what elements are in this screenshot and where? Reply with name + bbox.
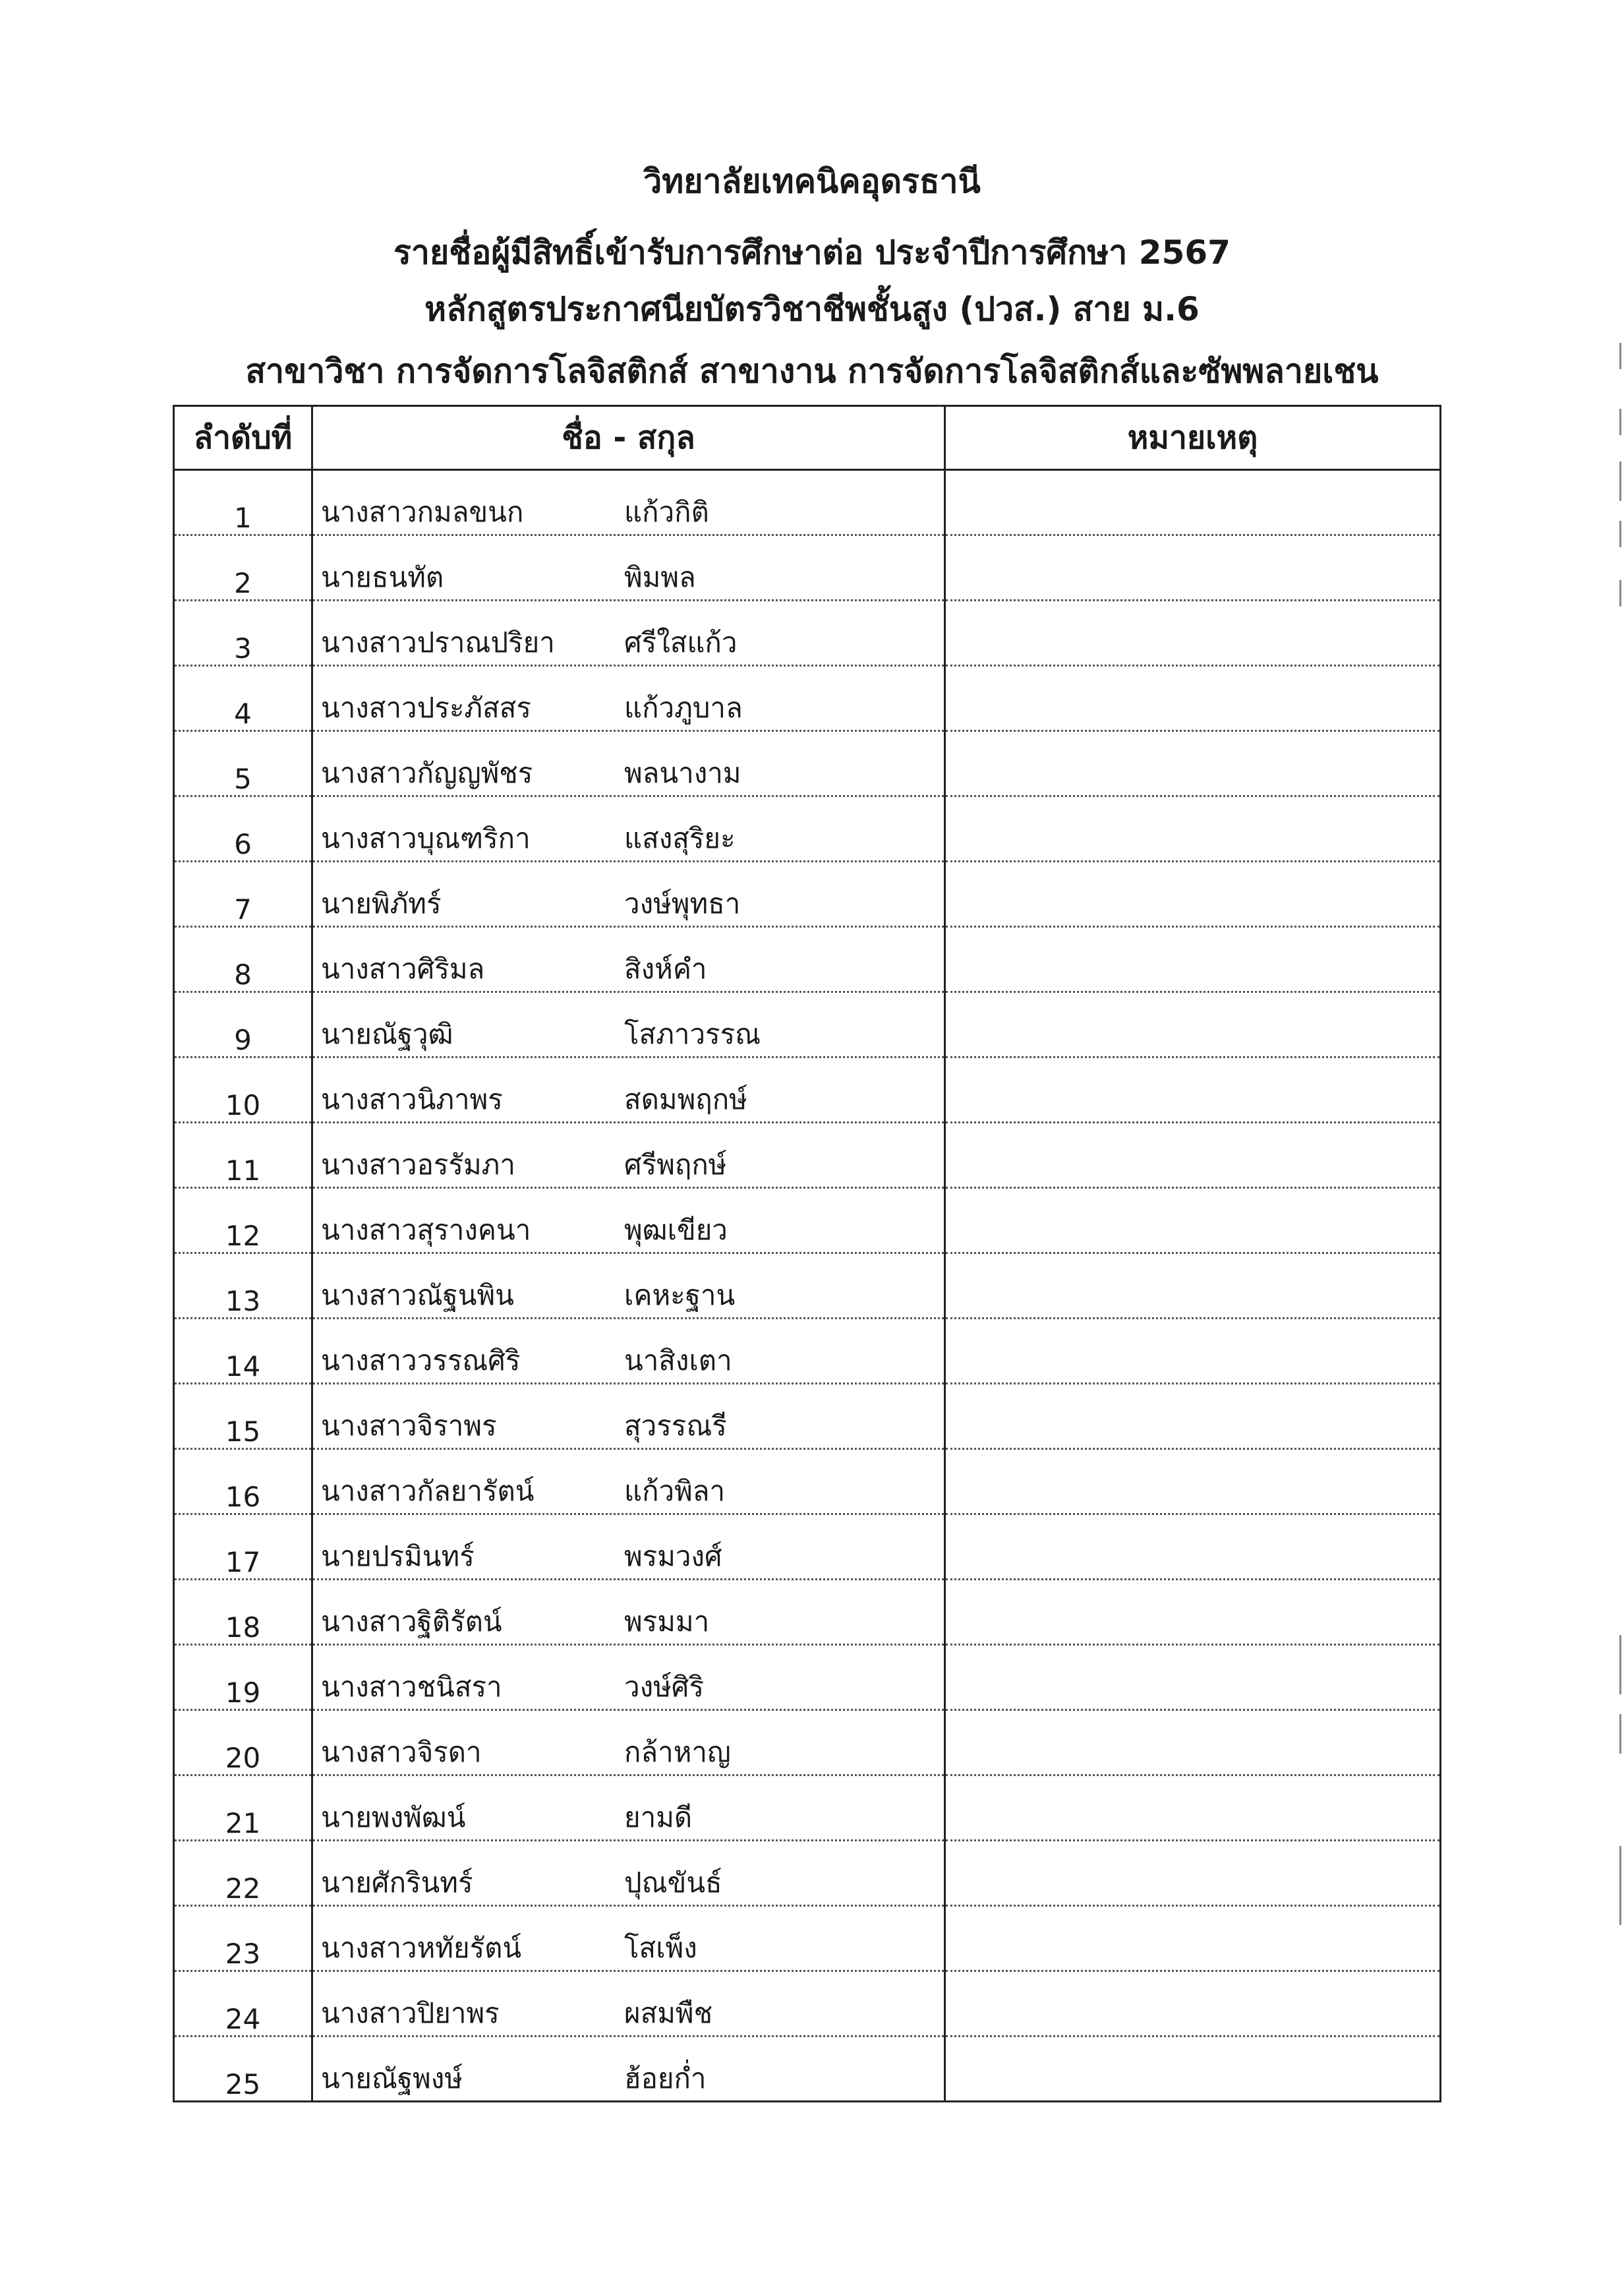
table-row xyxy=(174,535,1441,601)
student-first-name: นายปรมินทร์ xyxy=(321,1540,475,1572)
table-row xyxy=(174,2036,1441,2102)
table-row xyxy=(174,1514,1441,1580)
row-number: 24 xyxy=(174,1971,312,2036)
row-number: 11 xyxy=(174,1123,312,1188)
table-row xyxy=(174,1253,1441,1319)
student-name-cell xyxy=(312,731,945,796)
student-last-name: เคหะฐาน xyxy=(624,1279,736,1311)
student-name-cell xyxy=(312,992,945,1057)
table-row xyxy=(174,1645,1441,1710)
student-roster-table xyxy=(173,405,1441,2102)
scan-edge-mark xyxy=(1619,1635,1621,1694)
row-number: 22 xyxy=(174,1841,312,1906)
student-name-cell xyxy=(312,1971,945,2036)
student-name-cell xyxy=(312,2036,945,2102)
table-row xyxy=(174,601,1441,666)
table-row xyxy=(174,666,1441,731)
remark-cell xyxy=(945,1841,1441,1906)
scan-edge-mark xyxy=(1619,580,1621,607)
remark-cell xyxy=(945,601,1441,666)
student-first-name: นางสาวชนิสรา xyxy=(321,1671,502,1703)
student-first-name: นางสาวอรรัมภา xyxy=(321,1148,515,1181)
remark-cell xyxy=(945,1514,1441,1580)
scan-edge-mark xyxy=(1619,1714,1621,1754)
student-first-name: นางสาวกัญญพัชร xyxy=(321,757,533,789)
table-row xyxy=(174,1384,1441,1449)
remark-cell xyxy=(945,1906,1441,1971)
student-first-name: นายพิภัทร์ xyxy=(321,887,442,920)
row-number: 23 xyxy=(174,1906,312,1971)
row-number: 16 xyxy=(174,1449,312,1514)
student-last-name: พรมมา xyxy=(624,1605,710,1638)
remark-cell xyxy=(945,1449,1441,1514)
student-name-cell xyxy=(312,1580,945,1645)
student-first-name: นางสาวณัฐนพิน xyxy=(321,1279,514,1311)
table-row xyxy=(174,470,1441,535)
student-first-name: นางสาวสุรางคนา xyxy=(321,1214,531,1246)
student-name-cell xyxy=(312,601,945,666)
student-first-name: นางสาวจิราพร xyxy=(321,1410,497,1442)
student-first-name: นายณัฐวุฒิ xyxy=(321,1018,453,1050)
student-last-name: สดมพฤกษ์ xyxy=(624,1083,747,1115)
table-row xyxy=(174,1841,1441,1906)
remark-cell xyxy=(945,927,1441,992)
remark-cell xyxy=(945,1123,1441,1188)
student-first-name: นางสาวบุณฑริกา xyxy=(321,822,531,854)
student-name-cell xyxy=(312,1645,945,1710)
remark-cell xyxy=(945,1253,1441,1319)
student-first-name: นางสาวปราณปริยา xyxy=(321,626,555,659)
student-name-cell xyxy=(312,1253,945,1319)
row-number: 8 xyxy=(174,927,312,992)
student-name-cell xyxy=(312,1841,945,1906)
table-row xyxy=(174,1319,1441,1384)
table-row xyxy=(174,1449,1441,1514)
scan-edge-mark xyxy=(1619,1846,1621,1925)
roster-body xyxy=(174,470,1441,2102)
student-last-name: พลนางาม xyxy=(624,757,741,789)
table-row xyxy=(174,1057,1441,1123)
student-last-name: ฮ้อยก่ำ xyxy=(624,2062,707,2095)
row-number: 20 xyxy=(174,1710,312,1775)
student-first-name: นางสาวกมลขนก xyxy=(321,496,524,528)
student-name-cell xyxy=(312,862,945,927)
row-number: 14 xyxy=(174,1319,312,1384)
table-row xyxy=(174,1123,1441,1188)
remark-cell xyxy=(945,1057,1441,1123)
student-last-name: พรมวงศ์ xyxy=(624,1540,722,1572)
table-row xyxy=(174,1775,1441,1841)
student-last-name: โสเพ็ง xyxy=(624,1932,697,1964)
institution-title: วิทยาลัยเทคนิคอุดรธานี xyxy=(643,162,981,200)
student-first-name: นางสาวหทัยรัตน์ xyxy=(321,1932,522,1964)
remark-cell xyxy=(945,666,1441,731)
table-row xyxy=(174,796,1441,862)
remark-cell xyxy=(945,1971,1441,2036)
student-first-name: นางสาวปิยาพร xyxy=(321,1997,500,2029)
remark-cell xyxy=(945,1319,1441,1384)
row-number: 4 xyxy=(174,666,312,731)
student-last-name: วงษ์พุทธา xyxy=(624,887,741,920)
remark-cell xyxy=(945,1710,1441,1775)
student-last-name: ศรีใสแก้ว xyxy=(624,626,738,659)
student-last-name: แก้วภูบาล xyxy=(624,692,743,724)
student-name-cell xyxy=(312,1710,945,1775)
row-number: 21 xyxy=(174,1775,312,1841)
remark-cell xyxy=(945,2036,1441,2102)
scan-edge-mark xyxy=(1619,521,1621,547)
table-row xyxy=(174,927,1441,992)
student-last-name: นาสิงเตา xyxy=(624,1344,732,1377)
student-first-name: นางสาวประภัสสร xyxy=(321,692,531,724)
row-number: 1 xyxy=(174,470,312,535)
student-first-name: นายณัฐพงษ์ xyxy=(321,2062,463,2095)
remark-cell xyxy=(945,470,1441,535)
remark-cell xyxy=(945,1580,1441,1645)
remark-cell xyxy=(945,1775,1441,1841)
student-name-cell xyxy=(312,1775,945,1841)
table-row xyxy=(174,992,1441,1057)
student-name-cell xyxy=(312,666,945,731)
remark-cell xyxy=(945,1188,1441,1253)
department-title: สาขาวิชา การจัดการโลจิสติกส์ สาขางาน การจัดการโลจิสติกส์และซัพพลายเชน xyxy=(245,352,1379,390)
row-number: 13 xyxy=(174,1253,312,1319)
student-name-cell xyxy=(312,927,945,992)
student-name-cell xyxy=(312,1449,945,1514)
scan-edge-mark xyxy=(1619,343,1621,369)
student-first-name: นางสาวกัลยารัตน์ xyxy=(321,1475,535,1507)
remark-cell xyxy=(945,1645,1441,1710)
remark-cell xyxy=(945,1384,1441,1449)
column-header-number: ลำดับที่ xyxy=(174,406,312,470)
student-name-cell xyxy=(312,796,945,862)
column-header-name: ชื่อ - สกุล xyxy=(312,406,945,470)
student-first-name: นางสาวศิริมล xyxy=(321,953,485,985)
student-first-name: นายพงพัฒน์ xyxy=(321,1801,466,1833)
student-name-cell xyxy=(312,1384,945,1449)
row-number: 9 xyxy=(174,992,312,1057)
student-last-name: แสงสุริยะ xyxy=(624,822,736,854)
student-last-name: วงษ์ศิริ xyxy=(624,1671,704,1703)
remark-cell xyxy=(945,731,1441,796)
scan-edge-mark xyxy=(1619,409,1621,435)
table-header-row xyxy=(174,406,1441,470)
student-last-name: พิมพล xyxy=(624,561,696,593)
row-number: 18 xyxy=(174,1580,312,1645)
table-row xyxy=(174,731,1441,796)
row-number: 17 xyxy=(174,1514,312,1580)
program-title: หลักสูตรประกาศนียบัตรวิชาชีพชั้นสูง (ปวส.) สาย ม.6 xyxy=(424,290,1200,328)
student-last-name: แก้วพิลา xyxy=(624,1475,726,1507)
student-name-cell xyxy=(312,1319,945,1384)
student-last-name: สิงห์คำ xyxy=(624,953,707,985)
scan-edge-mark xyxy=(1619,461,1621,501)
student-first-name: นายธนทัต xyxy=(321,561,444,593)
student-name-cell xyxy=(312,1057,945,1123)
announcement-title: รายชื่อผู้มีสิทธิ์เข้ารับการศึกษาต่อ ประจำปีการศึกษา 2567 xyxy=(393,233,1231,272)
table-row xyxy=(174,1971,1441,2036)
student-name-cell xyxy=(312,1906,945,1971)
row-number: 7 xyxy=(174,862,312,927)
remark-cell xyxy=(945,535,1441,601)
remark-cell xyxy=(945,992,1441,1057)
student-last-name: สุวรรณรี xyxy=(624,1410,727,1442)
table-row xyxy=(174,1710,1441,1775)
table-row xyxy=(174,1188,1441,1253)
student-last-name: กล้าหาญ xyxy=(624,1736,731,1768)
student-last-name: ผสมพืช xyxy=(624,1997,713,2029)
row-number: 19 xyxy=(174,1645,312,1710)
student-first-name: นางสาวนิภาพร xyxy=(321,1083,503,1115)
student-first-name: นางสาวฐิติรัตน์ xyxy=(321,1605,502,1638)
row-number: 6 xyxy=(174,796,312,862)
student-name-cell xyxy=(312,1514,945,1580)
row-number: 5 xyxy=(174,731,312,796)
remark-cell xyxy=(945,796,1441,862)
row-number: 10 xyxy=(174,1057,312,1123)
remark-cell xyxy=(945,862,1441,927)
student-first-name: นายศักรินทร์ xyxy=(321,1866,473,1899)
table-row xyxy=(174,1906,1441,1971)
table-row xyxy=(174,862,1441,927)
student-last-name: โสภาวรรณ xyxy=(624,1018,761,1050)
student-first-name: นางสาวจิรดา xyxy=(321,1736,482,1768)
student-name-cell xyxy=(312,470,945,535)
student-first-name: นางสาววรรณศิริ xyxy=(321,1344,521,1377)
column-header-remark: หมายเหตุ xyxy=(945,406,1441,470)
student-last-name: ศรีพฤกษ์ xyxy=(624,1148,727,1181)
student-name-cell xyxy=(312,1123,945,1188)
row-number: 2 xyxy=(174,535,312,601)
row-number: 3 xyxy=(174,601,312,666)
row-number: 15 xyxy=(174,1384,312,1449)
student-name-cell xyxy=(312,535,945,601)
row-number: 12 xyxy=(174,1188,312,1253)
student-last-name: ปุณขันธ์ xyxy=(624,1866,722,1899)
student-last-name: พุฒเขียว xyxy=(624,1214,728,1246)
row-number: 25 xyxy=(174,2036,312,2102)
student-last-name: ยามดี xyxy=(624,1801,693,1833)
student-last-name: แก้วกิติ xyxy=(624,496,709,528)
table-row xyxy=(174,1580,1441,1645)
student-name-cell xyxy=(312,1188,945,1253)
